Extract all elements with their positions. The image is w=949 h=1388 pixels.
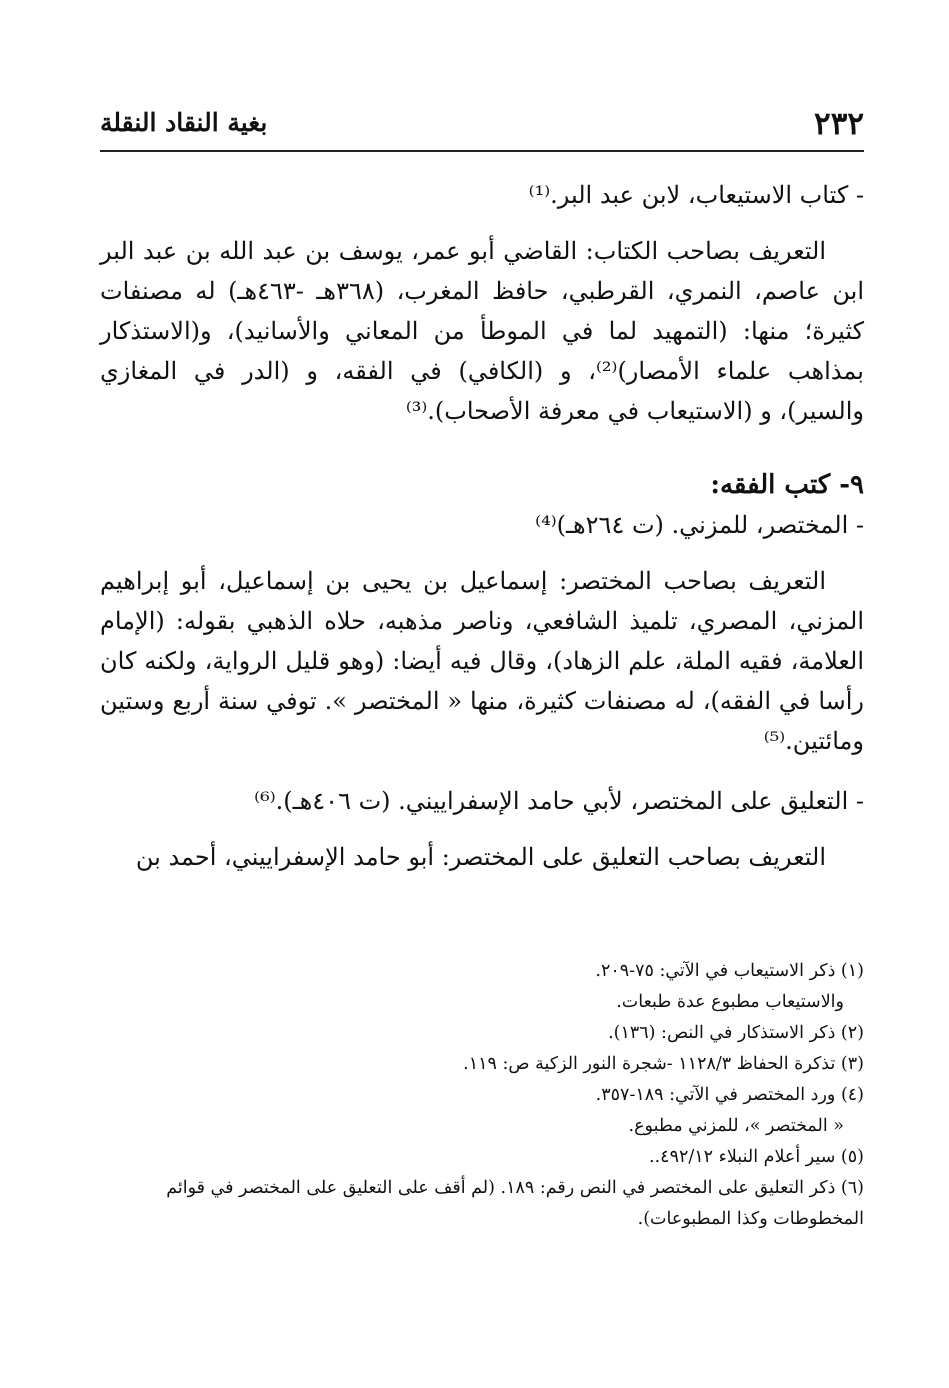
footnote-1-continued: والاستيعاب مطبوع عدة طبعات. — [616, 992, 844, 1012]
footnote-2: (٢) ذكر الاستذكار في النص: (١٣٦). — [608, 1023, 864, 1043]
bio-ibn-abd-al-barr: التعريف بصاحب الكتاب: القاضي أبو عمر، يوسف بن عبد الله بن عبد البر ابن عاصم، النمري، القرطبي، حافظ المغرب، (٣٦٨هـ -٤٦٣هـ) له مصنفات كثيرة؛ منها: (التمهيد لما في الموطأ من المعاني والأسانيد)، و(الاستذكار بمذاهب علماء الأمصار)⁽²⁾، و (الكافي) في الفقه، و (الدر في المغازي والسير)، و (الاستيعاب في معرفة الأصحاب).⁽³⁾ — [100, 237, 864, 425]
bio-muzani: التعريف بصاحب المختصر: إسماعيل بن يحيى بن إسماعيل، أبو إبراهيم المزني، المصري، تلميذ الشافعي، وناصر مذهبه، حلاه الذهبي بقوله: (الإمام العلامة، فقيه الملة، علم الزهاد)، وقال فيه أيضا: (وهو قليل الرواية، ولكنه كان رأسا في الفقه)، له مصنفات كثيرة، منها « المختصر ». توفي سنة أربع وستين ومائتين.⁽⁵⁾ — [100, 567, 864, 755]
footnote-1: (١) ذكر الاستيعاب في الآتي: ٧٥-٢٠٩. — [595, 961, 864, 981]
entry-istiab: - كتاب الاستيعاب، لابن عبد البر.⁽¹⁾ — [528, 181, 864, 209]
running-title: بغية النقاد النقلة — [100, 108, 268, 137]
footnote-5: (٥) سير أعلام النبلاء ٤٩٢/١٢.. — [649, 1147, 864, 1167]
section-heading-fiqh: ٩- كتب الفقه: — [710, 470, 864, 500]
entry-taliq: - التعليق على المختصر، لأبي حامد الإسفراييني. (ت ٤٠٦هـ).⁽⁶⁾ — [254, 787, 864, 815]
main-text — [100, 175, 864, 877]
page-header — [100, 100, 864, 152]
footnotes — [100, 956, 864, 1235]
footnote-4: (٤) ورد المختصر في الآتي: ١٨٩-٣٥٧. — [595, 1085, 864, 1105]
footnote-4-continued: « المختصر »، للمزني مطبوع. — [628, 1116, 844, 1136]
footnote-3: (٣) تذكرة الحفاظ ١١٢٨/٣ -شجرة النور الزكية ص: ١١٩. — [463, 1054, 864, 1074]
page-number: ٢٣٢ — [814, 106, 864, 142]
bio-isfarayini-start: التعريف بصاحب التعليق على المختصر: أبو حامد الإسفراييني، أحمد بن — [135, 843, 826, 871]
entry-mukhtasar: - المختصر، للمزني. (ت ٢٦٤هـ)⁽⁴⁾ — [535, 511, 864, 539]
footnote-6: (٦) ذكر التعليق على المختصر في النص رقم: ١٨٩. (لم أقف على التعليق على المختصر في قوائم المخطوطات وكذا المطبوعات). — [166, 1178, 864, 1229]
